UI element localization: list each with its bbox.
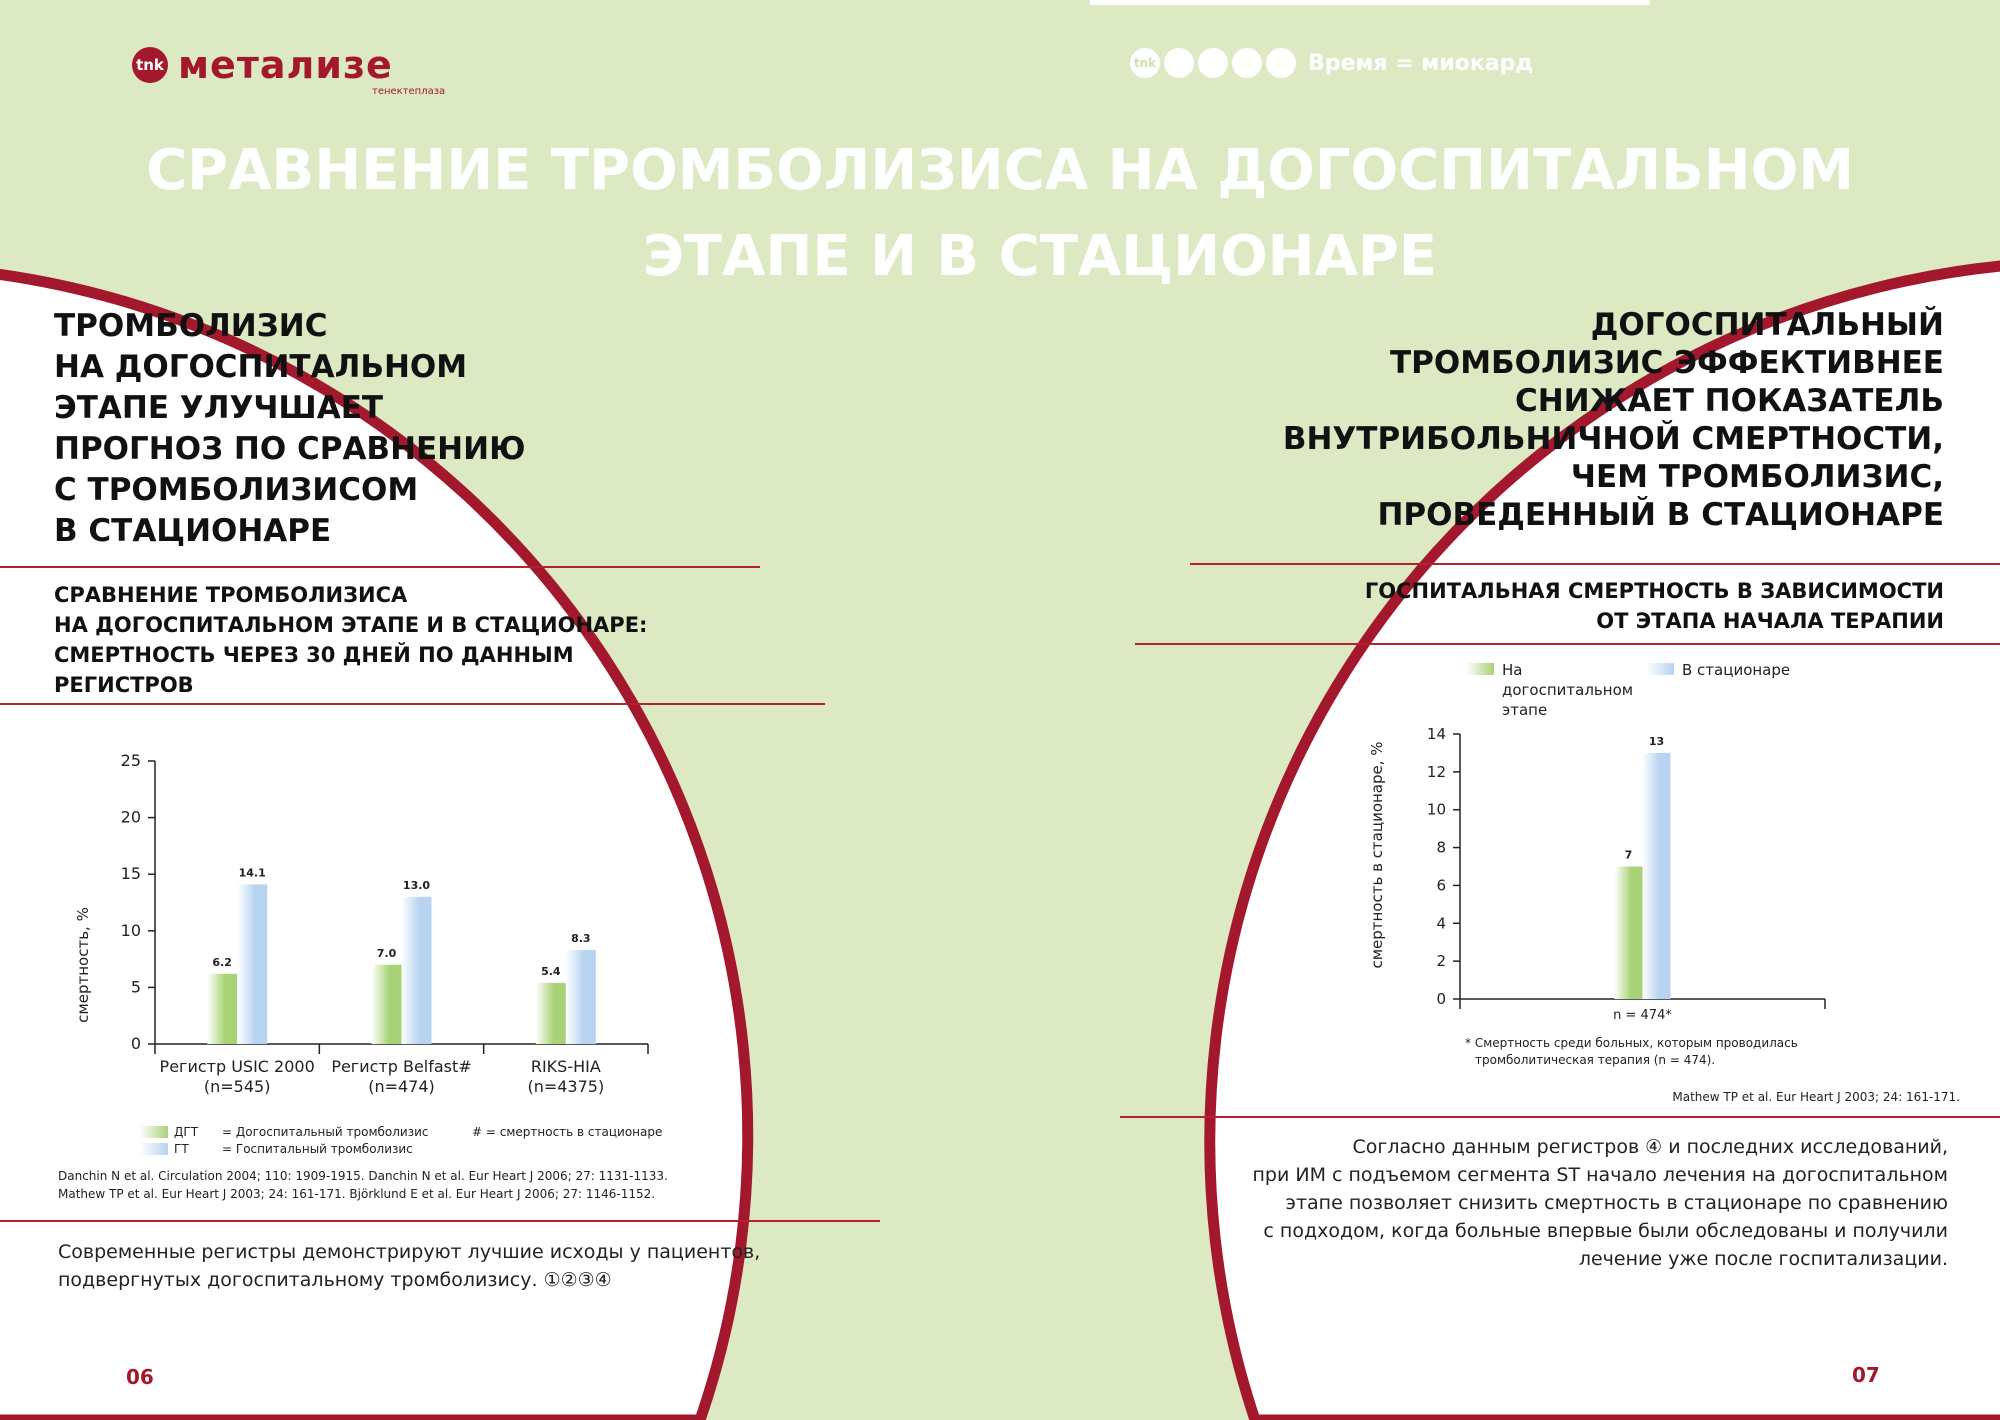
left-references xyxy=(58,1167,668,1203)
body-line: подвергнутых догоспитальному тромболизису. ①②③④ xyxy=(58,1269,612,1291)
brand-logo xyxy=(132,43,446,97)
y-tick-label: 25 xyxy=(120,751,141,770)
y-tick-label: 14 xyxy=(1426,725,1446,743)
right-reference: Mathew TP et al. Eur Heart J 2003; 24: 161-171. xyxy=(1672,1090,1960,1104)
circle-icon xyxy=(1198,48,1228,78)
left-subheading xyxy=(54,580,647,700)
right-legend xyxy=(1466,660,1790,720)
legend-item xyxy=(1466,660,1646,720)
circle-icon xyxy=(1266,48,1296,78)
bar xyxy=(237,884,267,1044)
legend-item xyxy=(140,1123,662,1140)
legend-swatch-green xyxy=(140,1126,168,1138)
reference-line: Mathew TP et al. Eur Heart J 2003; 24: 161-171. Björklund E et al. Eur Heart J 2006; 27: 1146-1152. xyxy=(58,1187,656,1201)
bar xyxy=(207,974,237,1044)
y-tick-label: 15 xyxy=(120,864,141,884)
legend-label-line: На xyxy=(1502,661,1523,679)
tagline-text: Время = миокард xyxy=(1308,50,1534,76)
bar-value-label: 7.0 xyxy=(376,946,397,960)
left-subheading-line: РЕГИСТРОВ xyxy=(54,673,194,697)
body-line: при ИМ с подъемом сегмента ST начало лечения на догоспитальном xyxy=(1252,1164,1948,1186)
y-axis-label: смертность в стационаре, % xyxy=(1368,741,1386,969)
divider xyxy=(1190,563,2000,565)
right-heading-line: ПРОВЕДЕННЫЙ В СТАЦИОНАРЕ xyxy=(1377,497,1944,533)
left-bar-chart xyxy=(0,740,700,1110)
left-legend xyxy=(140,1123,662,1157)
page-title-line1: СРАВНЕНИЕ ТРОМБОЛИЗИСА НА ДОГОСПИТАЛЬНОМ xyxy=(146,138,1854,203)
bar-value-label: 14.1 xyxy=(238,866,266,880)
legend-item xyxy=(1646,660,1790,720)
right-heading-line: СНИЖАЕТ ПОКАЗАТЕЛЬ xyxy=(1514,383,1944,419)
divider xyxy=(1120,1116,2000,1118)
left-heading xyxy=(54,306,525,552)
right-heading-line: ЧЕМ ТРОМБОЛИЗИС, xyxy=(1570,459,1944,495)
x-category-label: (n=545) xyxy=(203,1077,271,1096)
reference-line: Danchin N et al. Circulation 2004; 110: 1909-1915. Danchin N et al. Eur Heart J 2006; 27: 1131-1133. xyxy=(58,1169,668,1183)
page-number-right: 07 xyxy=(1852,1363,1880,1387)
circle-icon xyxy=(1164,48,1194,78)
legend-desc: = Госпитальный тромболизис xyxy=(222,1141,413,1156)
left-subheading-line: СРАВНЕНИЕ ТРОМБОЛИЗИСА xyxy=(54,583,408,607)
y-tick-label: 0 xyxy=(130,1034,141,1053)
legend-item xyxy=(140,1140,662,1157)
y-tick-label: 2 xyxy=(1436,952,1446,971)
left-heading-line: С ТРОМБОЛИЗИСОМ xyxy=(54,472,419,508)
right-heading-line: ТРОМБОЛИЗИС ЭФФЕКТИВНЕЕ xyxy=(1389,345,1944,381)
y-tick-label: 0 xyxy=(1436,990,1446,1008)
right-subheading-line: ГОСПИТАЛЬНАЯ СМЕРТНОСТЬ В ЗАВИСИМОСТИ xyxy=(1364,579,1944,603)
y-tick-label: 5 xyxy=(130,977,141,997)
left-heading-line: В СТАЦИОНАРЕ xyxy=(54,513,332,549)
divider xyxy=(0,1220,880,1222)
y-tick-label: 12 xyxy=(1426,762,1446,781)
legend-swatch-green xyxy=(1466,663,1494,675)
bar-value-label: 13.0 xyxy=(402,878,431,892)
left-body-text xyxy=(58,1238,760,1294)
bar xyxy=(372,965,402,1044)
legend-desc: = Догоспитальный тромболизис xyxy=(222,1124,429,1139)
bar xyxy=(402,897,432,1044)
bar xyxy=(1643,753,1671,999)
x-category-label: Регистр USIC 2000 xyxy=(159,1057,315,1076)
divider xyxy=(0,566,760,568)
x-category-label: (n=4375) xyxy=(527,1077,605,1096)
logo-mark: tnk xyxy=(132,47,168,83)
bar-value-label: 8.3 xyxy=(571,932,591,946)
legend-swatch-blue xyxy=(1646,663,1674,675)
y-tick-label: 8 xyxy=(1436,838,1446,857)
legend-label xyxy=(1502,660,1633,720)
brand-name: метализе xyxy=(178,43,393,87)
body-line: Современные регистры демонстрируют лучшие исходы у пациентов, xyxy=(58,1241,761,1263)
divider xyxy=(1135,643,2000,645)
bar-value-label: 7 xyxy=(1624,848,1633,862)
footnote-line: * Смертность среди больных, которым проводилась xyxy=(1465,1036,1798,1050)
left-heading-line: ПРОГНОЗ ПО СРАВНЕНИЮ xyxy=(54,431,526,467)
x-category-label: n = 474* xyxy=(1613,1008,1672,1023)
legend-note: # = смертность в стационаре xyxy=(472,1124,663,1139)
right-heading xyxy=(1283,306,1944,534)
body-line: с подходом, когда больные впервые были обследованы и получили xyxy=(1263,1220,1948,1242)
tagline xyxy=(1130,48,1533,78)
right-body-text xyxy=(1252,1133,1948,1273)
bar xyxy=(566,950,596,1044)
bar xyxy=(1615,867,1643,1000)
bar-value-label: 13 xyxy=(1648,734,1665,748)
right-subheading-line: ОТ ЭТАПА НАЧАЛА ТЕРАПИИ xyxy=(1596,609,1944,633)
x-category-label: Регистр Belfast# xyxy=(331,1057,472,1076)
right-footnote xyxy=(1465,1035,1798,1069)
left-heading-line: НА ДОГОСПИТАЛЬНОМ xyxy=(54,349,468,385)
body-line: Согласно данным регистров ④ и последних исследований, xyxy=(1352,1136,1948,1158)
y-axis-label: смертность, % xyxy=(74,907,92,1023)
top-bar xyxy=(1090,0,1650,5)
bar-value-label: 5.4 xyxy=(541,964,561,978)
y-tick-label: 4 xyxy=(1436,914,1446,933)
body-line: лечение уже после госпитализации. xyxy=(1578,1248,1948,1270)
page-title-line2: ЭТАПЕ И В СТАЦИОНАРЕ xyxy=(642,224,1438,289)
divider xyxy=(0,703,825,705)
y-tick-label: 10 xyxy=(1426,800,1446,819)
left-subheading-line: СМЕРТНОСТЬ ЧЕРЕЗ 30 ДНЕЙ ПО ДАННЫМ xyxy=(54,643,574,667)
right-heading-line: ДОГОСПИТАЛЬНЫЙ xyxy=(1590,307,1944,343)
legend-swatch-blue xyxy=(140,1143,168,1155)
page-number-left: 06 xyxy=(126,1365,154,1389)
left-heading-line: ЭТАПЕ УЛУЧШАЕТ xyxy=(54,390,384,426)
legend-label-line: догоспитальном xyxy=(1502,681,1634,699)
legend-label: В стационаре xyxy=(1682,661,1791,679)
left-heading-line: ТРОМБОЛИЗИС xyxy=(54,308,328,344)
body-line: этапе позволяет снизить смертность в стационаре по сравнению xyxy=(1285,1192,1948,1214)
tagline-mark: tnk xyxy=(1130,48,1160,78)
y-tick-label: 6 xyxy=(1436,876,1446,895)
footnote-line: тромболитическая терапия (n = 474). xyxy=(1475,1053,1716,1067)
legend-key: ГТ xyxy=(174,1141,189,1156)
right-heading-line: ВНУТРИБОЛЬНИЧНОЙ СМЕРТНОСТИ, xyxy=(1282,421,1944,457)
x-category-label: (n=474) xyxy=(368,1077,435,1096)
bar-value-label: 6.2 xyxy=(212,955,232,969)
left-subheading-line: НА ДОГОСПИТАЛЬНОМ ЭТАПЕ И В СТАЦИОНАРЕ: xyxy=(54,613,648,637)
right-bar-chart xyxy=(1360,715,1860,1025)
legend-label-line: этапе xyxy=(1502,701,1548,719)
bar xyxy=(536,983,566,1044)
y-tick-label: 10 xyxy=(120,920,141,940)
y-tick-label: 20 xyxy=(120,807,141,827)
right-subheading xyxy=(1365,576,1944,636)
circle-icon xyxy=(1232,48,1262,78)
brand-sub: тенектеплаза xyxy=(372,86,446,97)
x-category-label: RIKS-HIA xyxy=(530,1057,601,1076)
legend-key: ДГТ xyxy=(174,1124,199,1139)
